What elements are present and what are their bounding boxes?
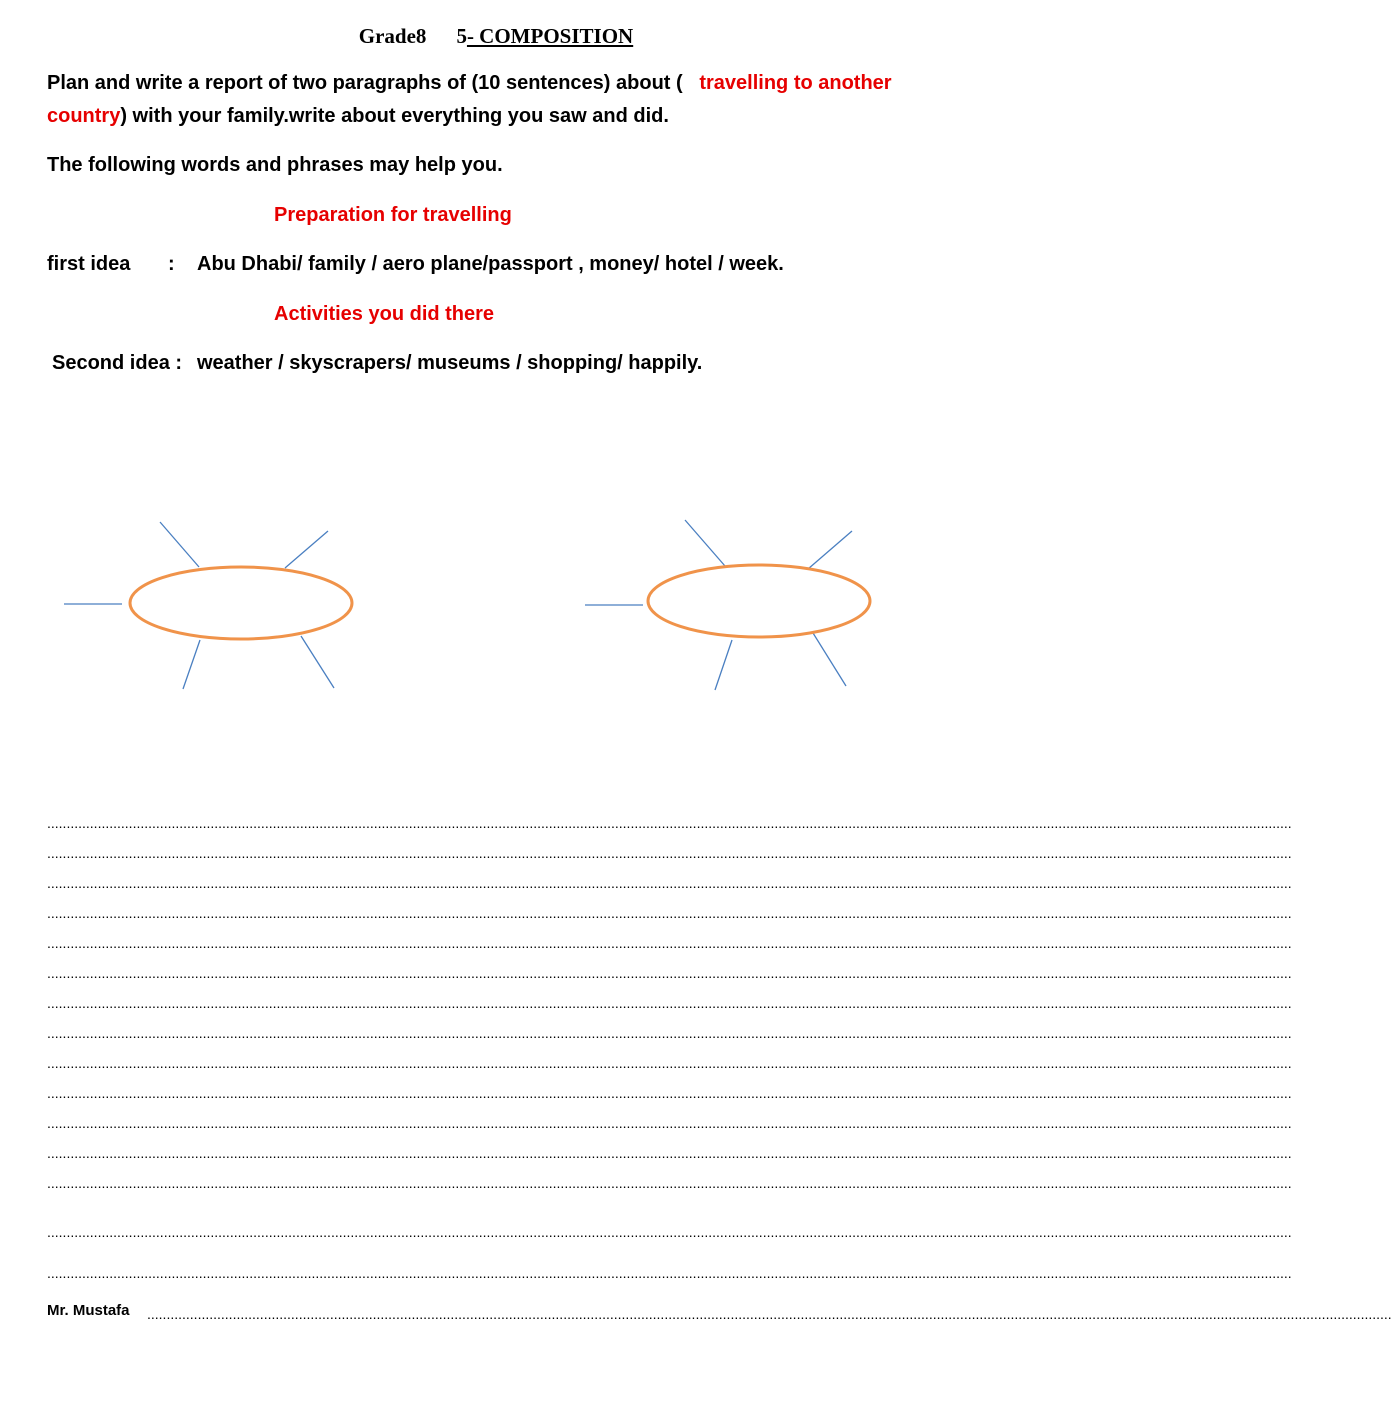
branch-line [813, 633, 846, 686]
helper-line: The following words and phrases may help you. [47, 154, 503, 176]
idea-oval[interactable] [648, 565, 870, 637]
writing-line[interactable]: ................................................................................................................................................................................................................................................................................................................................ [47, 1145, 1292, 1161]
second-idea-label: Second idea : [52, 352, 183, 374]
composition-title: - COMPOSITION [466, 24, 634, 48]
writing-line[interactable]: ................................................................................................................................................................................................................................................................................................................................ [47, 875, 1292, 891]
topic-highlight: travelling to another country [47, 72, 892, 127]
writing-line[interactable]: ................................................................................................................................................................................................................................................................................................................................ [47, 1085, 1292, 1101]
section-heading-activities: Activities you did there [274, 303, 495, 325]
branch-line [301, 636, 334, 688]
signature-dotted-line: ................................................................................................................................................................................................................................................................................................................................ [147, 1306, 1392, 1322]
writing-line[interactable]: ................................................................................................................................................................................................................................................................................................................................ [47, 1055, 1292, 1071]
mind-map-right [585, 520, 870, 690]
writing-line[interactable]: ................................................................................................................................................................................................................................................................................................................................ [47, 1175, 1292, 1191]
writing-line[interactable]: ................................................................................................................................................................................................................................................................................................................................ [47, 965, 1292, 981]
branch-line [285, 531, 328, 568]
writing-line[interactable]: ................................................................................................................................................................................................................................................................................................................................ [47, 935, 1292, 951]
writing-line[interactable]: ................................................................................................................................................................................................................................................................................................................................ [47, 905, 1292, 921]
writing-line[interactable]: ................................................................................................................................................................................................................................................................................................................................ [47, 845, 1292, 861]
second-idea-words: weather / skyscrapers/ museums / shopping/ happily. [197, 352, 703, 374]
grade-label: Grade8 [358, 24, 427, 48]
branch-line [685, 520, 725, 566]
writing-line[interactable]: ................................................................................................................................................................................................................................................................................................................................ [47, 995, 1292, 1011]
first-idea-separator: : [168, 253, 175, 275]
writing-line[interactable]: ................................................................................................................................................................................................................................................................................................................................ [47, 1265, 1292, 1281]
mind-map-left [64, 522, 352, 689]
instructions-text-1: Plan and write a report of two paragraphs of (10 sentences) about ( [47, 72, 683, 94]
branch-line [715, 640, 732, 690]
first-idea-label: first idea [47, 253, 131, 275]
writing-line[interactable]: ................................................................................................................................................................................................................................................................................................................................ [47, 1224, 1292, 1240]
writing-line[interactable]: ................................................................................................................................................................................................................................................................................................................................ [47, 1115, 1292, 1131]
instructions-text-2: ) with your family.write about everything you saw and did. [120, 105, 669, 127]
branch-line [183, 640, 200, 689]
writing-line[interactable]: ................................................................................................................................................................................................................................................................................................................................ [47, 815, 1292, 831]
writing-line[interactable]: ................................................................................................................................................................................................................................................................................................................................ [47, 1025, 1292, 1041]
idea-oval[interactable] [130, 567, 352, 639]
first-idea-words: Abu Dhabi/ family / aero plane/passport , money/ hotel / week. [197, 253, 784, 275]
branch-line [160, 522, 199, 567]
section-heading-preparation: Preparation for travelling [274, 204, 512, 226]
branch-line [808, 531, 852, 569]
teacher-signature: Mr. Mustafa [47, 1302, 130, 1319]
composition-number: 5 [456, 24, 467, 48]
